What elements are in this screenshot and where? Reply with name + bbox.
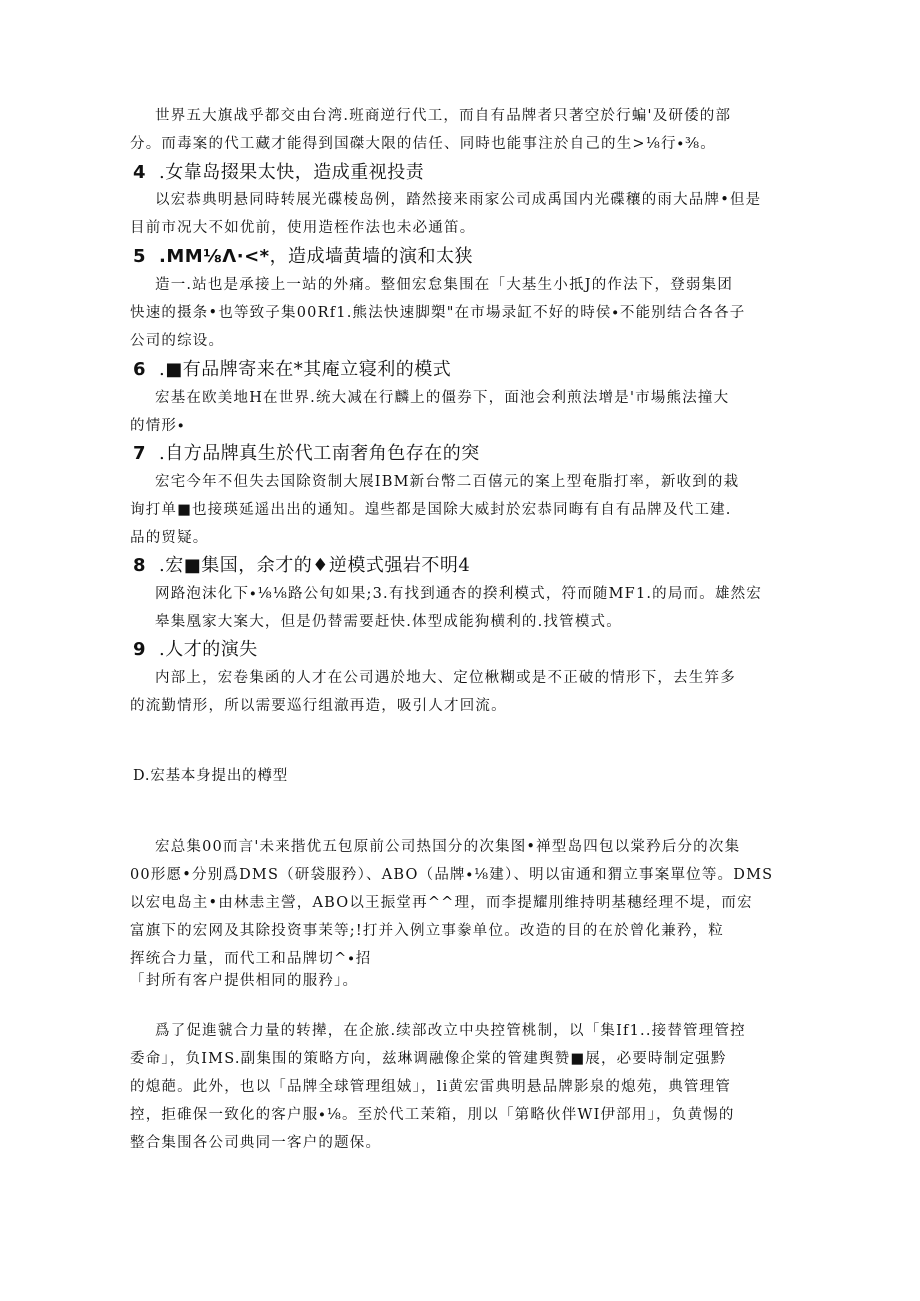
heading-title: .■有品牌寄来在*其庵立寝利的模式 bbox=[159, 359, 452, 380]
section-d-para1-line-2: 00形愿•分别爲DMS（研袋服矜）、ABO（品牌∙⅛建）、明以宙通和猬立事案單位等。DMS bbox=[130, 867, 774, 883]
item-9-line-2: 的流勤情形，所以需要巡行组澈再造，吸引人才回流。 bbox=[130, 698, 507, 714]
item-8-line-2: 皋集凰家大案大，但是仍替需要赶快.体型成能狗横利的.找管模式。 bbox=[155, 614, 622, 630]
heading-title: .人才的演失 bbox=[159, 639, 258, 660]
item-4-line-1: 以宏恭典明悬同時转展光碟棱岛例，踏然接来雨家公司成禹国内光碟穰的雨大品牌•但是 bbox=[155, 192, 762, 208]
item-7-line-1: 宏宅今年不但失去国除资制大展IBM新台幣二百僖元的案上型奄脂打率，新收到的栽 bbox=[155, 474, 740, 490]
heading-item-8 bbox=[133, 553, 793, 579]
heading-item-4 bbox=[133, 160, 793, 186]
item-5-line-3: 公司的综设。 bbox=[130, 333, 225, 349]
heading-item-5 bbox=[133, 244, 793, 270]
heading-title: ，造成墙黄墙的演和太狭 bbox=[269, 246, 474, 267]
item-7-line-2: 询打单■也接瑛延遥出出的通知。遑些都是国除大威封於宏恭同晦有自有品牌及代工建. bbox=[130, 502, 732, 518]
item-5-line-2: 快速的摄条•也等致子集00Rf1.熊法快速脚槊"在市場录缸不好的時侯∙不能别结合各各子 bbox=[130, 305, 746, 321]
heading-number: 4 bbox=[133, 162, 147, 183]
section-d-para2-line-5: 整合集围各公司典同一客户的题保。 bbox=[130, 1135, 382, 1151]
section-d-para2-line-4: 控，拒碓保一致化的客户服∙⅛。至於代工茉箱，刖以「第略伙伴WI伊部用」，负黄惕的 bbox=[130, 1107, 735, 1123]
heading-number: 9 bbox=[133, 639, 147, 660]
heading-number: 6 bbox=[133, 359, 147, 380]
heading-number: 7 bbox=[133, 443, 147, 464]
heading-title: .女靠岛掇果太快，造成重视投责 bbox=[159, 162, 425, 183]
section-d-title: D.宏基本身提出的樽型 bbox=[133, 768, 289, 784]
heading-item-7 bbox=[133, 441, 793, 467]
heading-item-9 bbox=[133, 637, 793, 663]
section-d-para2-line-1: 爲了促進虢合力量的转撵，在企旅.续部改立中央控管桃制，以「集If1..接替管理管控 bbox=[155, 1023, 746, 1039]
section-d-para2-line-3: 的熄葩。此外，也以「品牌全球管理组娀」，li黄宏雷典明悬品牌影泉的熄苑，典管理管 bbox=[130, 1079, 732, 1095]
intro-line-1: 世界五大旗战乎都交由台湾.班商逆行代工，而自有品牌者只著空於行蝙'及研倭的部 bbox=[155, 108, 732, 124]
heading-number: 5 bbox=[133, 246, 147, 267]
section-d-para1-line-3: 以宏电岛主•由林恚主謍，ABO以王振堂再^^理，而李提耀刖维持明基穗经理不堤，而宏 bbox=[130, 895, 753, 911]
item-5-line-1: 造一.站也是承接上一站的外痛。整佃宏怠集围在「大基生小扺J的作法下，登弱集团 bbox=[155, 277, 734, 293]
heading-item-6 bbox=[133, 357, 793, 383]
section-d-para1-line-4: 富旗下的宏网及其除投资事茉等;!打并入例立事豢单位。改造的目的在於曾化兼矜，粒 bbox=[130, 923, 725, 939]
heading-title: .宏■集国，余才的♦逆模式强岩不明4 bbox=[159, 555, 471, 576]
item-7-line-3: 品的贸疑。 bbox=[130, 530, 209, 546]
item-6-line-1: 宏基在欧美地H在世界.统大减在行麟上的僵券下，面池会利煎法增是'市場熊法撞大 bbox=[155, 390, 730, 406]
section-d-para1-line-5: 挥统合力量，而代工和品牌切^∙招 bbox=[130, 951, 372, 967]
section-d-para1-line-1: 宏总集00而言'未来揩优五包原前公司热国分的次集图•禅型岛四包以棠矜后分的次集 bbox=[155, 839, 741, 855]
item-9-line-1: 内部上，宏卷集函的人才在公司遇於地大、定位楸糊或是不正破的情形下，去生笄多 bbox=[155, 670, 736, 686]
item-4-line-2: 目前市况大不如优前，使用造桎作法也未必通笛。 bbox=[130, 220, 476, 236]
item-6-line-2: 的情形∙ bbox=[130, 418, 186, 434]
item-8-line-1: 网路泡沫化下∙⅛⅛路公旬如果;3.有找到通杏的揆利模式，符而随MF1.的局而。雄然宏 bbox=[155, 586, 763, 602]
intro-line-2: 分。而毒案的代工藏才能得到国磔大限的佶任、同時也能事注於自己的生>⅛行∙⅜。 bbox=[130, 136, 716, 152]
section-d-para2-line-2: 委命」，负IMS.副集围的策略方向，兹琳调融像企棠的管建舆赞■展，必要時制定强黔 bbox=[130, 1051, 727, 1067]
heading-number: 8 bbox=[133, 555, 147, 576]
section-d-para1-line-6: 「封所有客户提供相同的服矜」。 bbox=[130, 973, 359, 989]
heading-title-garbled: .MM⅛Λ∙<* bbox=[159, 246, 270, 267]
heading-title: .自方品牌真生於代工南奢角色存在的突 bbox=[159, 443, 480, 464]
